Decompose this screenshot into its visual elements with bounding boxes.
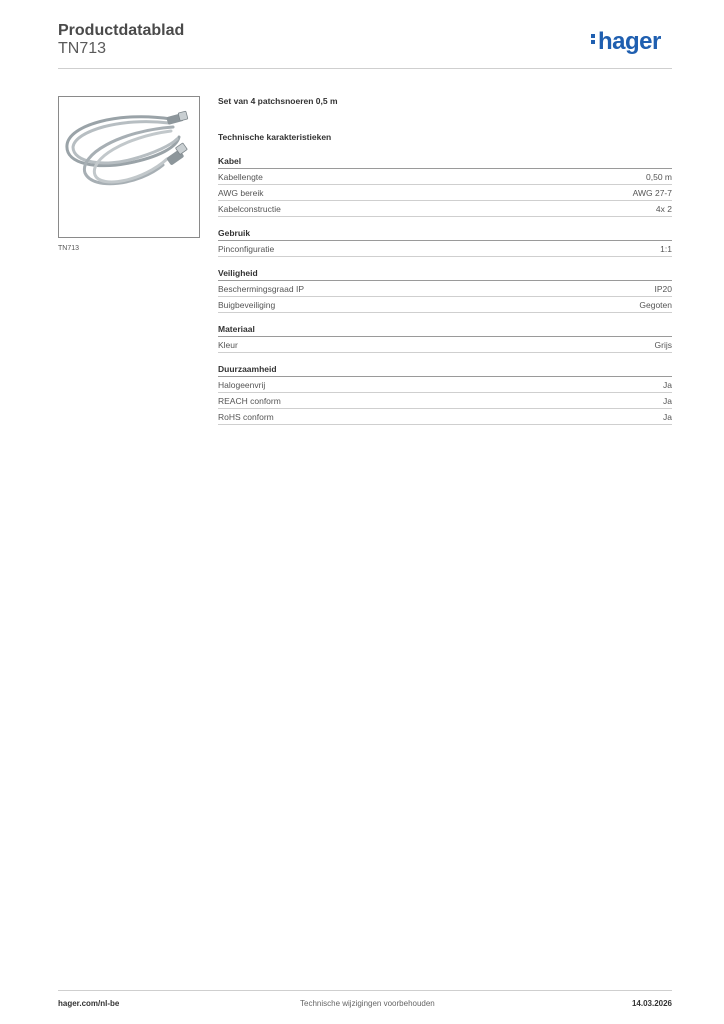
spec-value: Ja (663, 380, 672, 390)
header-divider (58, 68, 672, 69)
spec-value: IP20 (654, 284, 672, 294)
group-title: Veiligheid (218, 268, 672, 281)
product-reference: TN713 (58, 40, 107, 57)
spec-label: Pinconfiguratie (218, 244, 275, 254)
spec-group-materiaal (218, 324, 672, 353)
spec-label: AWG bereik (218, 188, 264, 198)
spec-label: Halogeenvrij (218, 380, 266, 390)
spec-group-veiligheid (218, 268, 672, 313)
document-title: Productdatablad (58, 22, 185, 39)
spec-label: RoHS conform (218, 412, 274, 422)
spec-row (218, 242, 672, 257)
logo-text: hager (598, 28, 661, 55)
spec-value: Grijs (654, 340, 672, 350)
group-title: Duurzaamheid (218, 364, 672, 377)
spec-content (218, 96, 672, 436)
spec-value: Ja (663, 412, 672, 422)
footer-website-link[interactable]: hager.com/nl-be (58, 999, 120, 1008)
spec-label: Buigbeveiliging (218, 300, 276, 310)
spec-row (218, 186, 672, 201)
spec-row (218, 394, 672, 409)
spec-row (218, 338, 672, 353)
product-image (58, 96, 200, 238)
footer-date: 14.03.2026 (631, 999, 672, 1008)
group-title: Kabel (218, 156, 672, 169)
group-title: Materiaal (218, 324, 672, 337)
spec-value: 1:1 (660, 244, 672, 254)
logo-colon-icon (591, 32, 596, 46)
group-title: Gebruik (218, 228, 672, 241)
spec-row (218, 170, 672, 185)
spec-label: REACH conform (218, 396, 281, 406)
spec-label: Kabellengte (218, 172, 263, 182)
spec-value: Gegoten (639, 300, 672, 310)
spec-group-kabel (218, 156, 672, 217)
product-name: Set van 4 patchsnoeren 0,5 m (218, 96, 338, 106)
spec-group-gebruik (218, 228, 672, 257)
spec-row (218, 282, 672, 297)
hager-logo[interactable] (591, 28, 661, 56)
spec-value: Ja (663, 396, 672, 406)
spec-row (218, 298, 672, 313)
spec-value: 4x 2 (655, 204, 672, 214)
spec-row (218, 410, 672, 425)
spec-label: Kabelconstructie (218, 204, 281, 214)
spec-label: Beschermingsgraad IP (218, 284, 304, 294)
tech-heading: Technische karakteristieken (218, 132, 332, 142)
spec-group-duurzaamheid (218, 364, 672, 425)
spec-value: AWG 27-7 (632, 188, 672, 198)
image-caption: TN713 (58, 245, 80, 252)
spec-row (218, 202, 672, 217)
footer-notice: Technische wijzigingen voorbehouden (300, 999, 435, 1008)
spec-value: 0,50 m (646, 172, 672, 182)
spec-label: Kleur (218, 340, 238, 350)
footer-divider (58, 990, 672, 991)
spec-row (218, 378, 672, 393)
patch-cable-icon (59, 97, 199, 237)
